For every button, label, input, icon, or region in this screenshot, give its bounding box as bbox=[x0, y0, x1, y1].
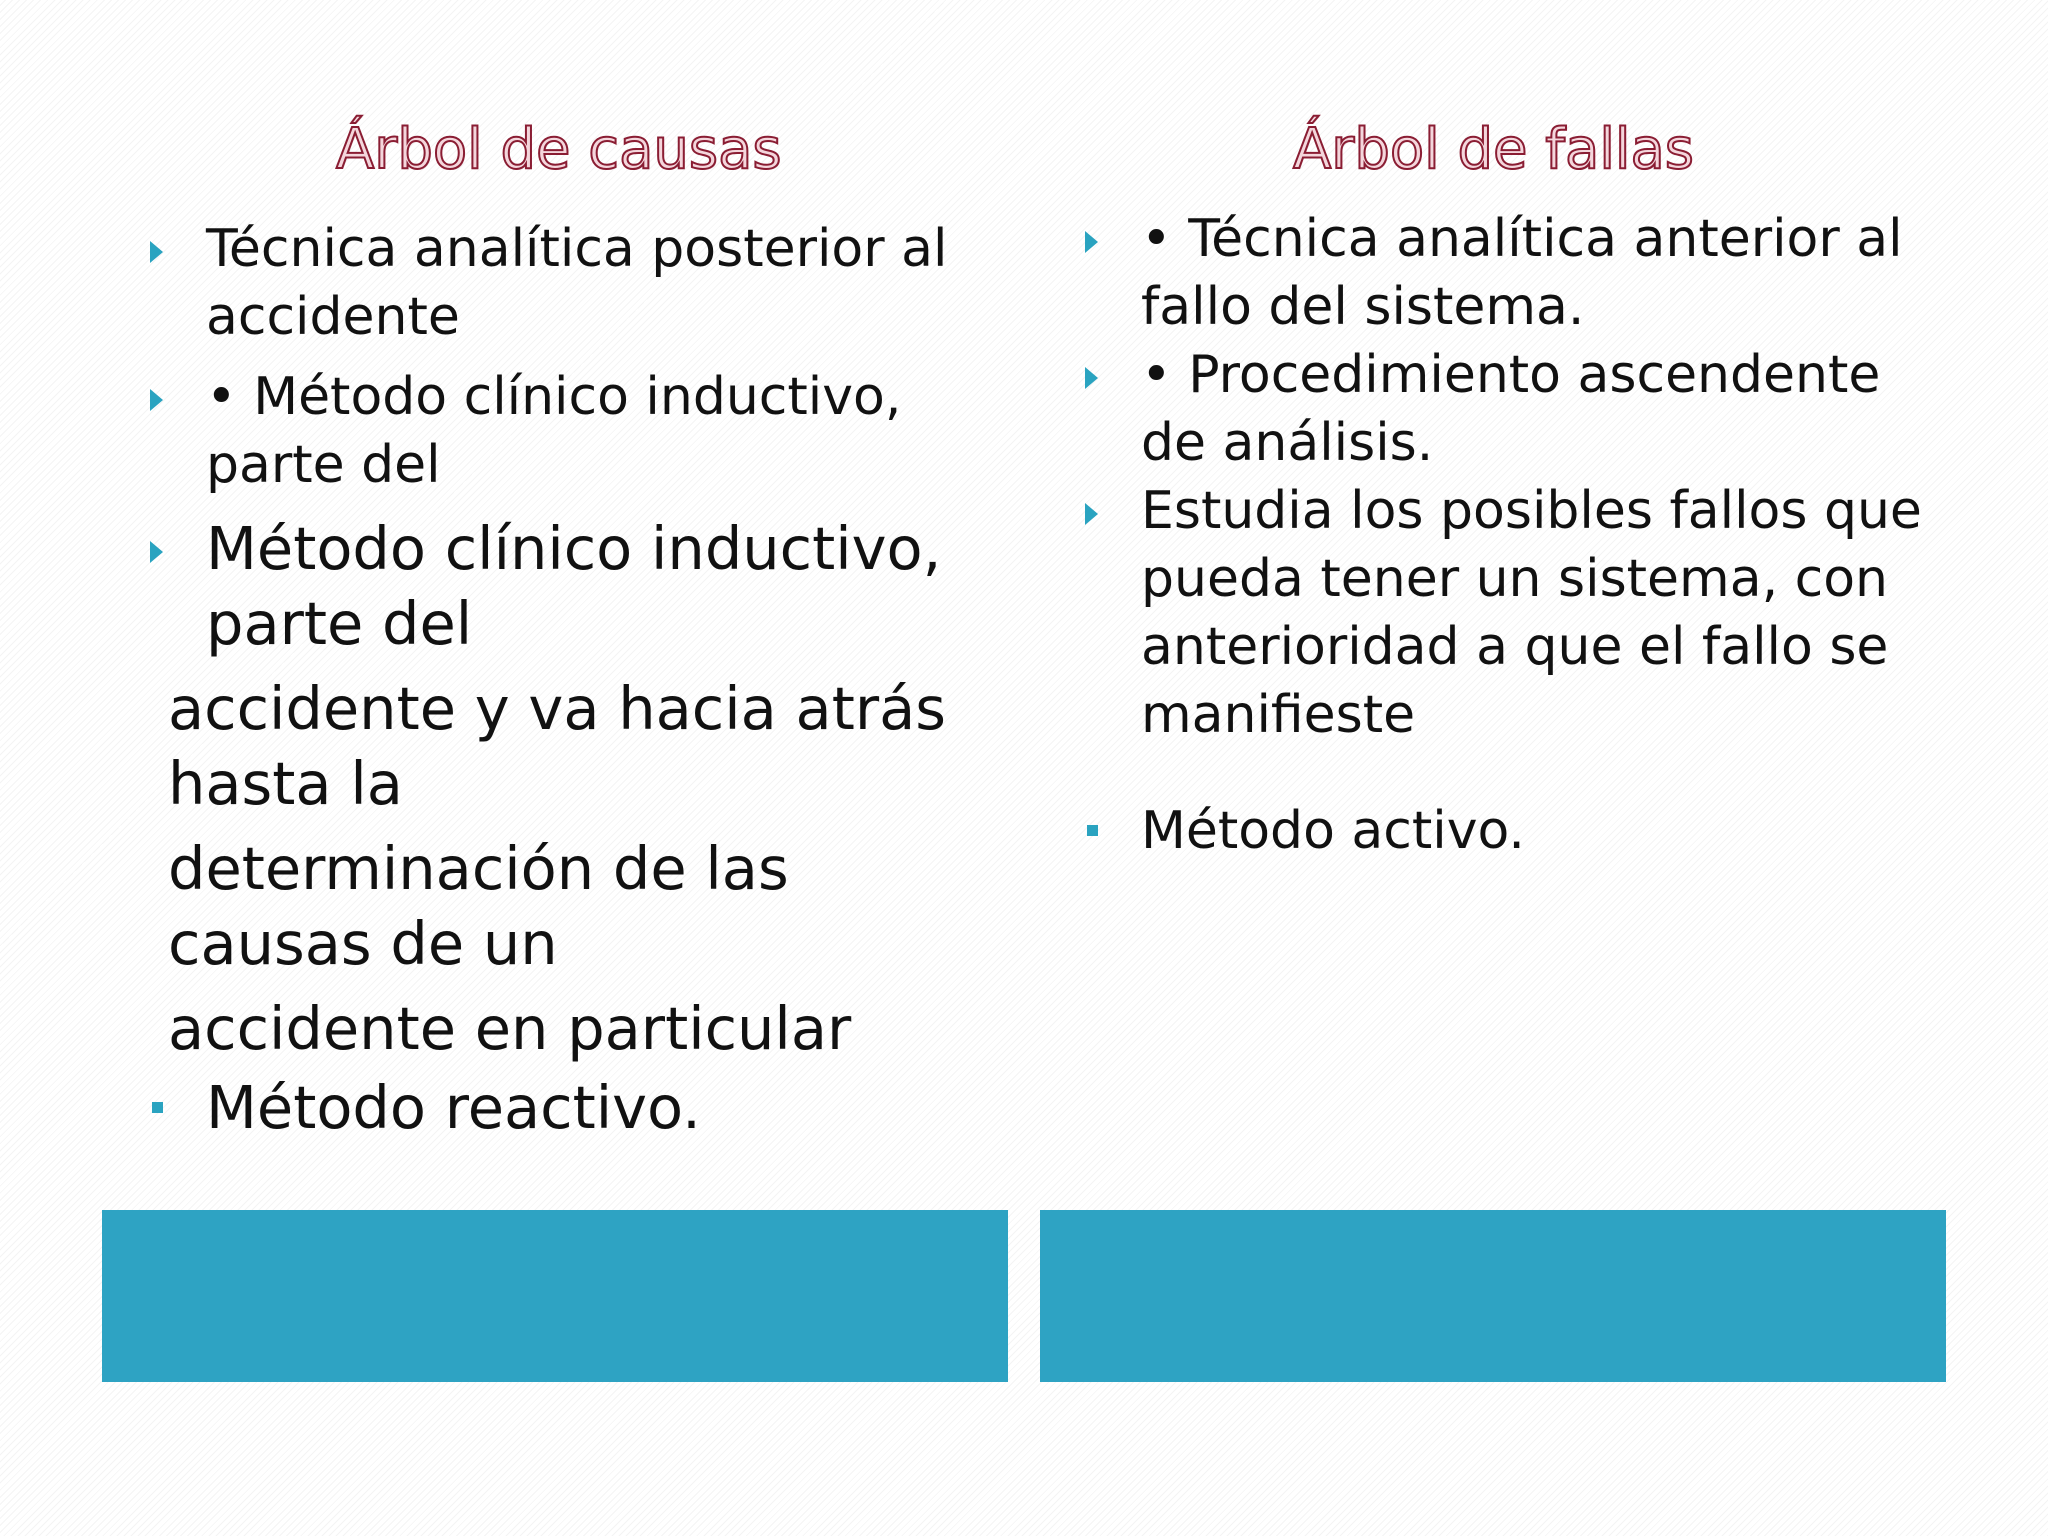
spacer bbox=[1085, 749, 1945, 797]
left-bullet-1-text: Técnica analítica posterior al accidente bbox=[206, 219, 948, 347]
right-square-bullet bbox=[1085, 797, 1945, 865]
spacer bbox=[150, 351, 1010, 363]
spacer bbox=[150, 499, 1010, 511]
left-square-bullet bbox=[150, 1070, 1010, 1145]
left-continuation-2 bbox=[150, 831, 1010, 981]
left-accent-bar bbox=[102, 1210, 1008, 1382]
left-continuation-1-text: accidente y va hacia atrás hasta la bbox=[168, 674, 946, 818]
right-bullet-2-text: • Procedimiento ascendente de análisis. bbox=[1141, 345, 1881, 473]
left-column-title: Árbol de causas bbox=[336, 117, 782, 182]
right-bullet-3-text: Estudia los posibles fallos que pueda tener un sistema, con anterioridad a que el fallo se manifieste bbox=[1141, 481, 1922, 745]
left-bullet-1 bbox=[150, 215, 1010, 351]
left-continuation-3 bbox=[150, 991, 1010, 1066]
left-bullet-list bbox=[150, 215, 1010, 1145]
right-bullet-list bbox=[1085, 205, 1945, 865]
triangle-bullet-icon bbox=[1085, 367, 1098, 389]
left-continuation-2-text: determinación de las causas de un bbox=[168, 834, 789, 978]
right-column-title: Árbol de fallas bbox=[1293, 117, 1694, 182]
left-bullet-2 bbox=[150, 363, 1010, 499]
right-bullet-3 bbox=[1085, 477, 1945, 749]
triangle-bullet-icon bbox=[150, 541, 163, 563]
left-bullet-3 bbox=[150, 511, 1010, 661]
left-continuation-1 bbox=[150, 671, 1010, 821]
triangle-bullet-icon bbox=[1085, 231, 1098, 253]
triangle-bullet-icon bbox=[150, 389, 163, 411]
right-bullet-1 bbox=[1085, 205, 1945, 341]
square-bullet-icon bbox=[152, 1102, 163, 1113]
right-bullet-1-text: • Técnica analítica anterior al fallo del sistema. bbox=[1141, 209, 1903, 337]
right-bullet-2 bbox=[1085, 341, 1945, 477]
right-square-bullet-text: Método activo. bbox=[1141, 801, 1525, 861]
square-bullet-icon bbox=[1087, 825, 1098, 836]
left-bullet-2-text: • Método clínico inductivo, parte del bbox=[206, 367, 902, 495]
left-continuation-3-text: accidente en particular bbox=[168, 994, 852, 1063]
right-accent-bar bbox=[1040, 1210, 1946, 1382]
triangle-bullet-icon bbox=[1085, 503, 1098, 525]
triangle-bullet-icon bbox=[150, 241, 163, 263]
left-bullet-3-text: Método clínico inductivo, parte del bbox=[206, 514, 942, 658]
left-square-bullet-text: Método reactivo. bbox=[206, 1073, 701, 1142]
